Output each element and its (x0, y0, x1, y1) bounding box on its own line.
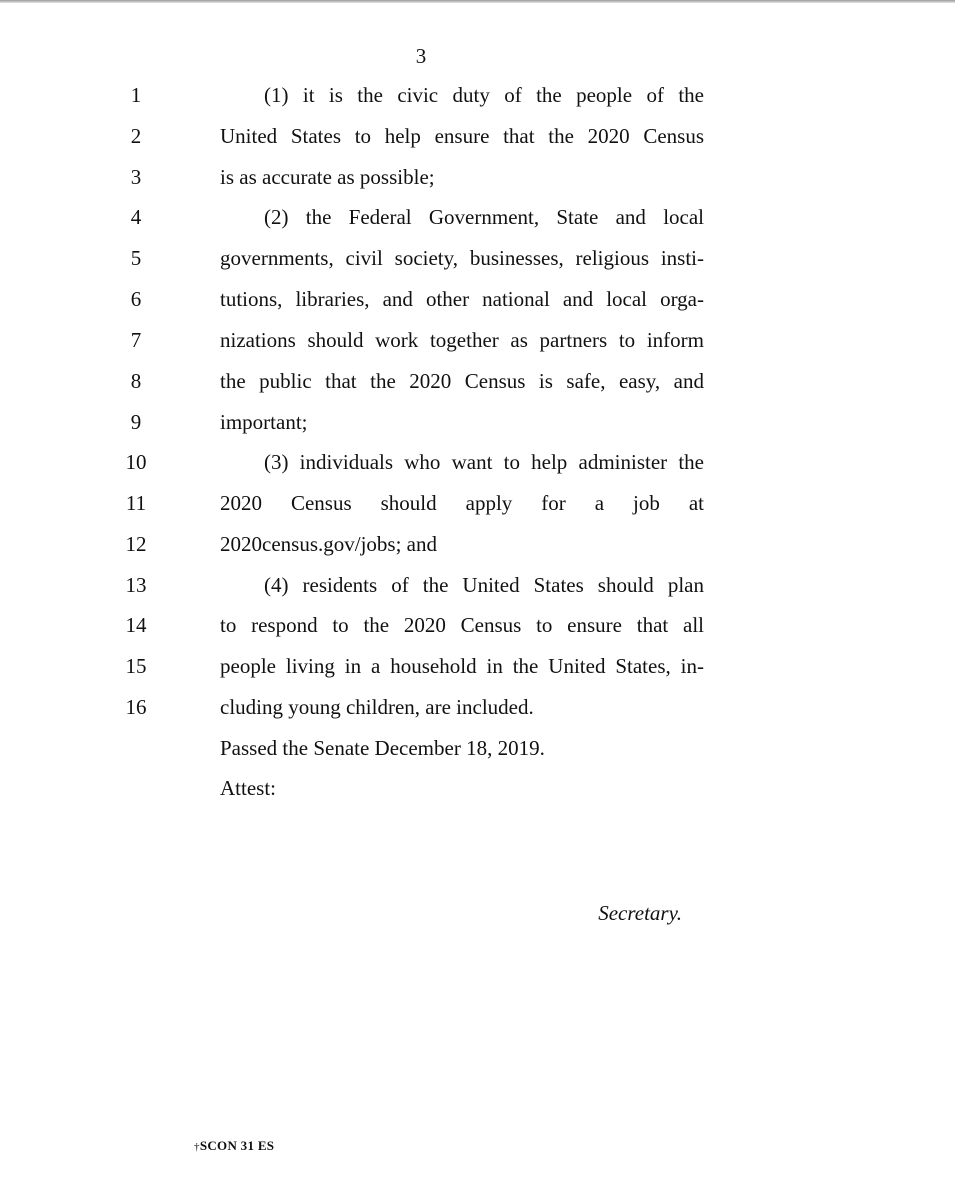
line-text: important; (220, 410, 308, 434)
line-text: the public that the 2020 Census is safe, easy, and (220, 369, 704, 393)
line-text: (2) the Federal Government, State and local (264, 205, 704, 229)
line-text: people living in a household in the United States, in- (220, 654, 704, 678)
line-number: 8 (130, 369, 142, 393)
line-text: (3) individuals who want to help administer the (264, 450, 704, 474)
line-text: to respond to the 2020 Census to ensure that all (220, 613, 704, 637)
line-text: 2020 Census should apply for a job at (220, 491, 704, 515)
line-text: United States to help ensure that the 2020 Census (220, 124, 704, 148)
line-number: 4 (130, 205, 142, 229)
footer-bill-code (194, 1138, 274, 1154)
line-text: is as accurate as possible; (220, 165, 435, 189)
line-text: cluding young children, are included. (220, 695, 534, 719)
dagger-mark: † (194, 1141, 200, 1153)
line-text: nizations should work together as partners to inform (220, 328, 704, 352)
page-top-edge (0, 0, 955, 3)
line-text: tutions, libraries, and other national and local orga- (220, 287, 704, 311)
line-number: 14 (125, 613, 147, 637)
line-number: 12 (125, 532, 147, 556)
passed-statement: Passed the Senate December 18, 2019. (220, 736, 545, 760)
line-number: 9 (130, 410, 142, 434)
line-number: 16 (125, 695, 147, 719)
line-number: 15 (125, 654, 147, 678)
line-number: 11 (125, 491, 147, 515)
line-number: 3 (130, 165, 142, 189)
line-number: 6 (130, 287, 142, 311)
line-text: 2020census.gov/jobs; and (220, 532, 437, 556)
line-text: (4) residents of the United States should plan (264, 573, 704, 597)
line-number: 1 (130, 83, 142, 107)
line-number: 10 (125, 450, 147, 474)
line-number: 13 (125, 573, 147, 597)
line-number: 5 (130, 246, 142, 270)
page-number: 3 (415, 44, 427, 68)
bill-code: SCON 31 ES (199, 1138, 275, 1153)
line-text: (1) it is the civic duty of the people of the (264, 83, 704, 107)
line-number: 2 (130, 124, 142, 148)
line-text: governments, civil society, businesses, religious insti- (220, 246, 704, 270)
attest-label: Attest: (220, 776, 276, 800)
line-number: 7 (130, 328, 142, 352)
secretary-signature-label: Secretary. (598, 901, 682, 925)
